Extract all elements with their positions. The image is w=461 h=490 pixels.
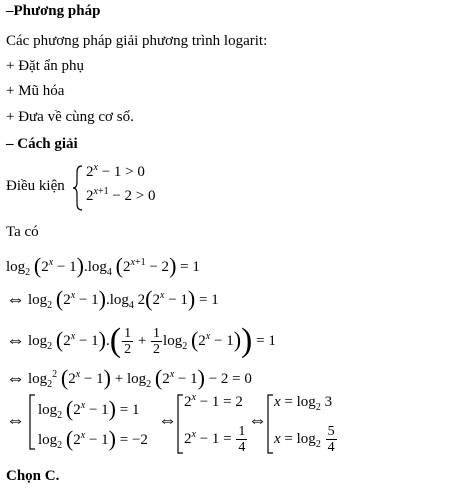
equation-line-5: ⇔ $\log_2 (2^x - 1) = 1$ $\log_2 (2^x - 1) = -2$ ⇔ $2^x - 1 = 2$ $2^x - 1$ = $\frac{1}{4}$ ⇔ $x = \log_2 3$ $x = \log_2$ $\frac{5}{4}$: [6, 392, 335, 455]
section-heading-solution: – Cách giải: [6, 136, 78, 152]
answer-choice: Chọn C.: [6, 468, 60, 484]
methods-intro: Các phương pháp giải phương trình logarit:: [6, 33, 268, 49]
condition-label: Điều kiện: [6, 178, 65, 194]
equation-line-4: ⇔ $\log_2^2 (2^x - 1) + \log_2 (2^x - 1) - 2 = 0$: [6, 365, 252, 390]
equation-line-2: ⇔ $\log_2 (2^x - 1).\log_4$ $2(2^x - 1) = 1$: [6, 286, 219, 311]
condition-brace: [72, 164, 84, 212]
method-item-2: + Mũ hóa: [6, 83, 65, 99]
method-item-1: + Đặt ẩn phụ: [6, 58, 85, 74]
equation-line-1: $\log_2 (2^x - 1).\log_4$ $(2^{x+1} - 2) = 1$: [6, 253, 200, 278]
ta-co-label: Ta có: [6, 224, 39, 240]
section-heading-method: –Phương pháp: [6, 3, 101, 19]
method-item-3: + Đưa về cùng cơ số.: [6, 109, 134, 125]
equation-line-3: ⇔ $\log_2 (2^x - 1)$.( $\frac{1}{2}$ + $\frac{1}{2}$ $\log_2 (2^x - 1)) = 1$: [6, 322, 276, 359]
